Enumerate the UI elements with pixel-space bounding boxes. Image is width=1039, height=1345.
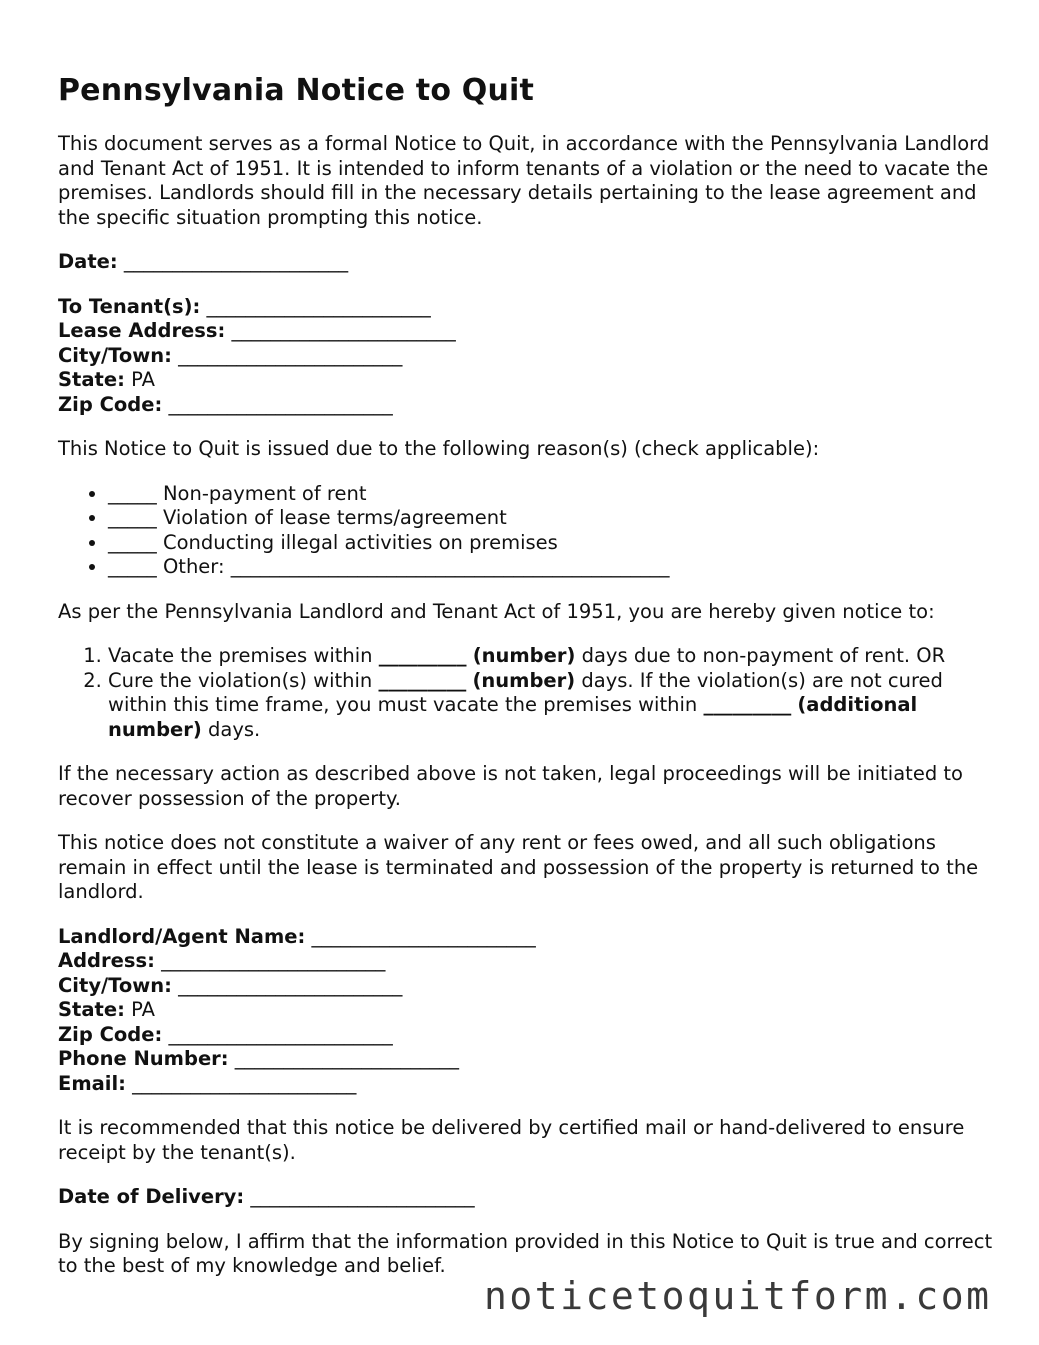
date-of-delivery-label: Date of Delivery: — [58, 1185, 245, 1208]
option-vacate-tail: days due to non-payment of rent. OR — [581, 644, 946, 667]
landlord-zip-blank[interactable]: _______________________ — [168, 1022, 393, 1046]
date-label: Date: — [58, 250, 118, 273]
notice-intro: As per the Pennsylvania Landlord and Tenant Act of 1951, you are hereby given notice to: — [58, 599, 935, 623]
to-tenants-label: To Tenant(s): — [58, 294, 201, 318]
lease-address-label: Lease Address: — [58, 319, 226, 342]
landlord-details — [58, 925, 993, 1097]
notice-options-list — [58, 644, 993, 742]
tenant-state-label: State: — [58, 368, 125, 391]
delivery-paragraph: It is recommended that this notice be delivered by certified mail or hand-delivered to ensure receipt by the tenant(s). — [58, 1116, 965, 1164]
landlord-phone-blank[interactable]: _______________________ — [234, 1047, 460, 1070]
cure-number-hint: (number) — [472, 668, 576, 692]
date-of-delivery-blank[interactable]: _______________________ — [250, 1185, 475, 1208]
date-field — [58, 250, 993, 275]
reason-text: Conducting illegal activities on premises — [162, 530, 558, 554]
landlord-address-label: Address: — [58, 949, 155, 972]
additional-number-hint: (additional number) — [108, 693, 918, 741]
reason-text: Violation of lease terms/agreement — [162, 506, 507, 529]
landlord-zip-label: Zip Code: — [58, 1022, 163, 1046]
vacate-number-hint: (number) — [472, 644, 576, 667]
landlord-address-blank[interactable]: _______________________ — [161, 949, 386, 972]
tenant-details — [58, 295, 993, 418]
option-vacate — [108, 644, 993, 669]
cure-days-blank[interactable]: _________ — [378, 668, 467, 692]
affirm-paragraph: By signing below, I affirm that the information provided in this Notice to Quit is true and correct to the best of my knowledge and belief. — [58, 1229, 993, 1277]
option-cure-text: Cure the violation(s) within — [108, 668, 373, 692]
to-tenants-blank[interactable]: _______________________ — [206, 294, 431, 318]
landlord-name-blank[interactable]: _______________________ — [311, 924, 536, 948]
option-cure-mid: days. If the violation(s) are not cured within this time frame, you must vacate the premises within — [108, 668, 943, 716]
landlord-name-label: Landlord/Agent Name: — [58, 924, 306, 948]
landlord-phone-label: Phone Number: — [58, 1047, 229, 1070]
tenant-state-value: PA — [131, 368, 155, 391]
waiver-paragraph: This notice does not constitute a waiver of any rent or fees owed, and all such obligations remain in effect until the lease is terminated and possession of the property is returned to the landlord. — [58, 831, 979, 903]
date-of-delivery-field — [58, 1185, 993, 1210]
reason-text: Non-payment of rent — [162, 481, 367, 505]
reason-item — [108, 482, 993, 507]
landlord-city-blank[interactable]: _______________________ — [178, 973, 403, 997]
option-cure — [108, 669, 993, 743]
watermark: noticetoquitform.com — [484, 1274, 992, 1318]
tenant-city-blank[interactable]: _______________________ — [178, 343, 403, 367]
document-title: Pennsylvania Notice to Quit — [58, 73, 535, 108]
reason-check-blank[interactable]: _____ — [108, 530, 157, 554]
landlord-city-label: City/Town: — [58, 973, 172, 997]
reason-text: Other: _____________________________________________ — [162, 555, 670, 578]
option-vacate-text: Vacate the premises within — [108, 644, 373, 667]
landlord-email-label: Email: — [58, 1071, 126, 1095]
landlord-state-label: State: — [58, 998, 125, 1021]
additional-days-blank[interactable]: _________ — [703, 693, 792, 716]
reason-item — [108, 506, 993, 531]
reasons-list — [58, 482, 993, 580]
option-cure-tail: days. — [208, 717, 261, 741]
date-blank[interactable]: _______________________ — [123, 250, 349, 273]
legal-paragraph: If the necessary action as described above is not taken, legal proceedings will be initiated to recover possession of the property. — [58, 762, 963, 810]
reason-check-blank[interactable]: _____ — [108, 506, 157, 529]
landlord-state-value: PA — [131, 998, 155, 1021]
reasons-intro: This Notice to Quit is issued due to the following reason(s) (check applicable): — [58, 437, 820, 460]
document-page — [58, 72, 993, 1299]
tenant-city-label: City/Town: — [58, 343, 172, 367]
reason-item — [108, 531, 993, 556]
vacate-days-blank[interactable]: _________ — [378, 644, 467, 667]
reason-item — [108, 555, 993, 580]
intro-paragraph: This document serves as a formal Notice to Quit, in accordance with the Pennsylvania Landlord and Tenant Act of 1951. It is intended to inform tenants of a violation or the need to vacate the premises. Landlords should fill in the necessary details pertaining to the lease agreement and the specific situation prompting this notice. — [58, 132, 990, 229]
reason-check-blank[interactable]: _____ — [108, 481, 157, 505]
lease-address-blank[interactable]: _______________________ — [231, 319, 456, 342]
reason-check-blank[interactable]: _____ — [108, 555, 157, 578]
tenant-zip-blank[interactable]: _______________________ — [168, 392, 393, 416]
tenant-zip-label: Zip Code: — [58, 392, 163, 416]
landlord-email-blank[interactable]: _______________________ — [132, 1071, 357, 1095]
